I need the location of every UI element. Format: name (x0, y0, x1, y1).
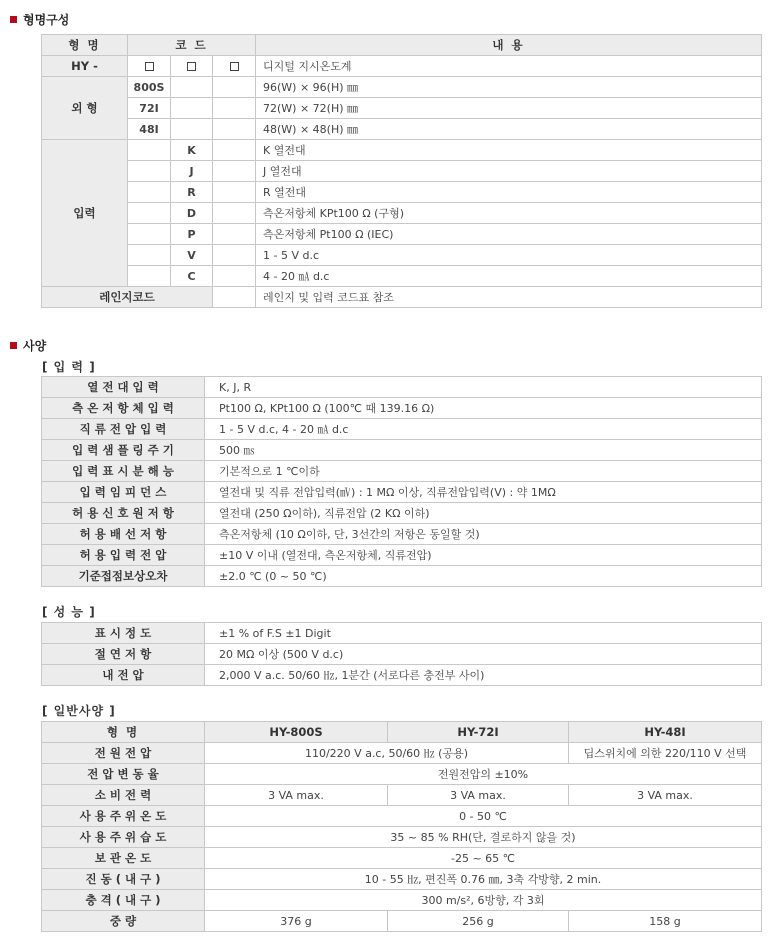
input-content: 4 - 20 ㎃ d.c (256, 266, 762, 287)
square-box-icon (230, 62, 239, 71)
input-content: K 열전대 (256, 140, 762, 161)
spec-value: 2,000 V a.c. 50/60 ㎐, 1분간 (서로다른 충전부 사이) (205, 665, 762, 686)
spec-value: 10 - 55 ㎐, 편진폭 0.76 ㎜, 3축 각방향, 2 min. (205, 869, 762, 890)
spec-value: 딥스위치에 의한 220/110 V 선택 (569, 743, 762, 764)
spec-value: 300 m/s², 6방향, 각 3회 (205, 890, 762, 911)
section-title: 형명구성 (23, 13, 70, 27)
input-content: J 열전대 (256, 161, 762, 182)
input-content: R 열전대 (256, 182, 762, 203)
input-code: P (171, 224, 213, 245)
spec-label: 허 용 입 력 전 압 (42, 545, 205, 566)
spec-value: ±1 % of F.S ±1 Digit (205, 623, 762, 644)
hy-label: HY - (42, 56, 128, 77)
shape-content: 96(W) × 96(H) ㎜ (256, 77, 762, 98)
input-code: C (171, 266, 213, 287)
perf-spec-title: [ 성 능 ] (42, 605, 96, 619)
spec-value: Pt100 Ω, KPt100 Ω (100℃ 때 139.16 Ω) (205, 398, 762, 419)
spec-value: 256 g (388, 911, 569, 932)
spec-label: 입 력 임 피 던 스 (42, 482, 205, 503)
spec-value: 110/220 V a.c, 50/60 ㎐ (공용) (205, 743, 569, 764)
general-spec-title: [ 일반사양 ] (42, 704, 116, 718)
spec-label: 보 관 온 도 (42, 848, 205, 869)
hy-content: 디지털 지시온도계 (256, 56, 762, 77)
spec-value: 열전대 및 직류 전압입력(㎷) : 1 MΩ 이상, 직류전압입력(V) : 약 1MΩ (205, 482, 762, 503)
input-spec-table (41, 376, 762, 587)
bullet-square-icon (10, 16, 17, 23)
code-slot-2 (171, 56, 213, 77)
section-spec (10, 337, 46, 354)
input-code: V (171, 245, 213, 266)
range-code-label: 레인지코드 (42, 287, 213, 308)
spec-value: 측온저항체 (10 Ω이하, 단, 3선간의 저항은 동일할 것) (205, 524, 762, 545)
spec-label: 표 시 정 도 (42, 623, 205, 644)
model-config-table (41, 34, 762, 308)
input-content: 측온저항체 Pt100 Ω (IEC) (256, 224, 762, 245)
header-hy72i: HY-72I (388, 722, 569, 743)
spec-label: 기준접점보상오차 (42, 566, 205, 587)
spec-value: 158 g (569, 911, 762, 932)
header-model: 형 명 (42, 35, 128, 56)
code-slot-1 (128, 56, 171, 77)
shape-content: 72(W) × 72(H) ㎜ (256, 98, 762, 119)
square-box-icon (187, 62, 196, 71)
spec-value: -25 ~ 65 ℃ (205, 848, 762, 869)
spec-value: 3 VA max. (388, 785, 569, 806)
input-code: K (171, 140, 213, 161)
spec-label: 직 류 전 압 입 력 (42, 419, 205, 440)
bullet-square-icon (10, 342, 17, 349)
spec-value: ±10 V 이내 (열전대, 측온저항체, 직류전압) (205, 545, 762, 566)
spec-label: 중 량 (42, 911, 205, 932)
spec-value: 기본적으로 1 ℃이하 (205, 461, 762, 482)
input-spec-title: [ 입 력 ] (42, 360, 96, 374)
shape-label: 외 형 (42, 77, 128, 140)
spec-value: 376 g (205, 911, 388, 932)
input-label: 입력 (42, 140, 128, 287)
spec-value: 전원전압의 ±10% (205, 764, 762, 785)
spec-label: 허 용 배 선 저 항 (42, 524, 205, 545)
header-model: 형 명 (42, 722, 205, 743)
input-content: 측온저항체 KPt100 Ω (구형) (256, 203, 762, 224)
spec-value: 3 VA max. (569, 785, 762, 806)
spec-label: 입 력 샘 플 링 주 기 (42, 440, 205, 461)
input-code: D (171, 203, 213, 224)
shape-code: 48I (128, 119, 171, 140)
general-spec-table (41, 721, 762, 932)
header-content: 내 용 (256, 35, 762, 56)
shape-code: 72I (128, 98, 171, 119)
perf-spec-table (41, 622, 762, 686)
spec-value: 0 - 50 ℃ (205, 806, 762, 827)
spec-value: 35 ~ 85 % RH(단, 결로하지 않을 것) (205, 827, 762, 848)
section-model-config (10, 11, 69, 28)
square-box-icon (145, 62, 154, 71)
spec-label: 측 온 저 항 체 입 력 (42, 398, 205, 419)
spec-label: 내 전 압 (42, 665, 205, 686)
spec-value: 500 ㎳ (205, 440, 762, 461)
header-hy48i: HY-48I (569, 722, 762, 743)
spec-value: 3 VA max. (205, 785, 388, 806)
spec-label: 절 연 저 항 (42, 644, 205, 665)
code-slot-3 (213, 56, 256, 77)
header-hy800s: HY-800S (205, 722, 388, 743)
spec-value: 1 - 5 V d.c, 4 - 20 ㎃ d.c (205, 419, 762, 440)
spec-label: 소 비 전 력 (42, 785, 205, 806)
header-code: 코 드 (128, 35, 256, 56)
spec-label: 사 용 주 위 습 도 (42, 827, 205, 848)
spec-label: 전 원 전 압 (42, 743, 205, 764)
input-content: 1 - 5 V d.c (256, 245, 762, 266)
range-code-content: 레인지 및 입력 코드표 참조 (256, 287, 762, 308)
input-code: J (171, 161, 213, 182)
spec-label: 입 력 표 시 분 해 능 (42, 461, 205, 482)
spec-label: 충 격 ( 내 구 ) (42, 890, 205, 911)
spec-value: ±2.0 ℃ (0 ~ 50 ℃) (205, 566, 762, 587)
spec-label: 사 용 주 위 온 도 (42, 806, 205, 827)
spec-label: 전 압 변 동 율 (42, 764, 205, 785)
spec-label: 열 전 대 입 력 (42, 377, 205, 398)
section-title: 사양 (23, 339, 47, 353)
spec-value: K, J, R (205, 377, 762, 398)
spec-label: 허 용 신 호 원 저 항 (42, 503, 205, 524)
shape-content: 48(W) × 48(H) ㎜ (256, 119, 762, 140)
spec-value: 열전대 (250 Ω이하), 직류전압 (2 KΩ 이하) (205, 503, 762, 524)
spec-label: 진 동 ( 내 구 ) (42, 869, 205, 890)
input-code: R (171, 182, 213, 203)
shape-code: 800S (128, 77, 171, 98)
spec-value: 20 MΩ 이상 (500 V d.c) (205, 644, 762, 665)
